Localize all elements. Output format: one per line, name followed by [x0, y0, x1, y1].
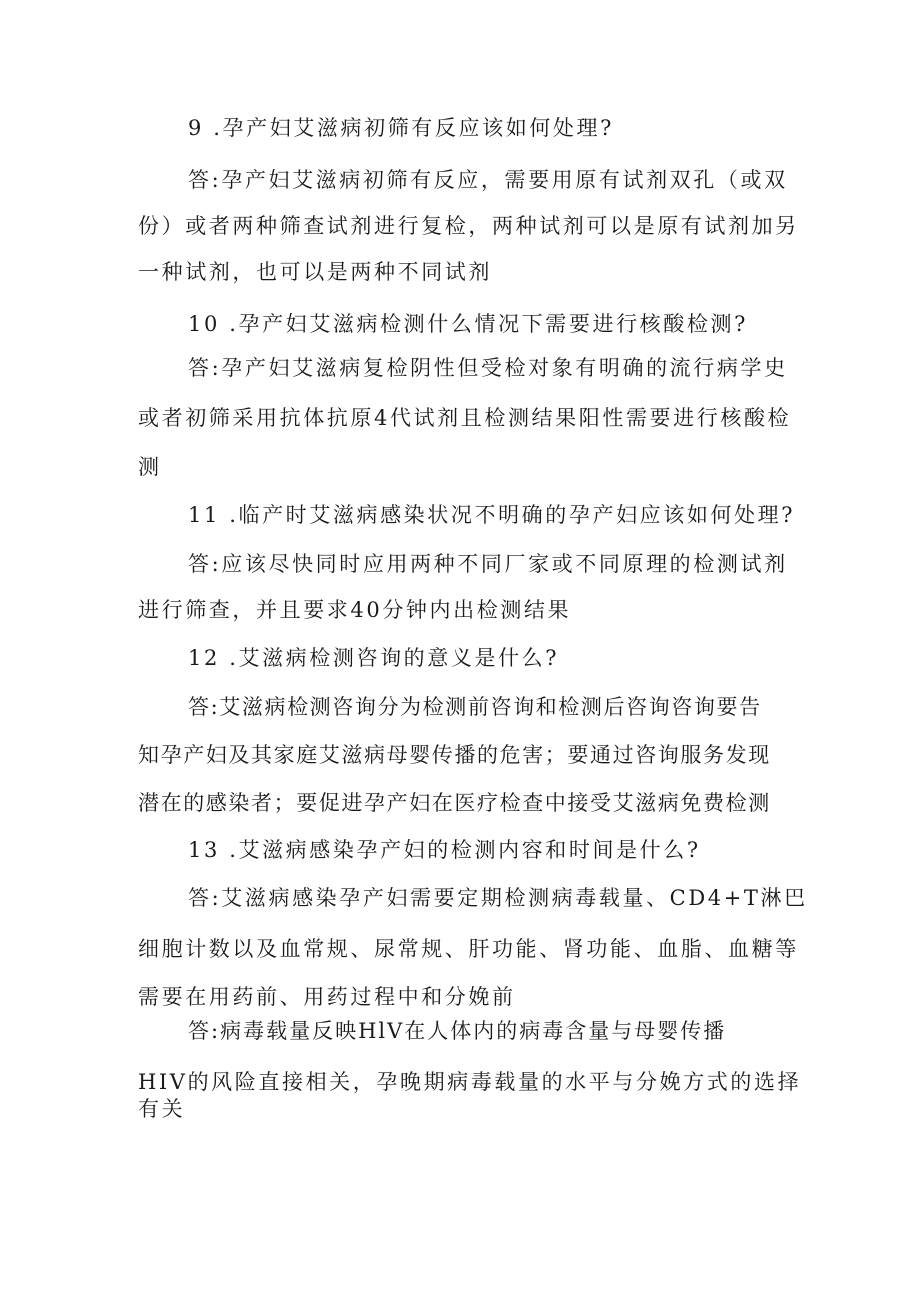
- answer-13b-line-2: HIV的风险直接相关，孕晚期病毒载量的水平与分娩方式的选择: [138, 1070, 802, 1094]
- question-10: 10 .孕产妇艾滋病检测什么情况下需要进行核酸检测?: [188, 312, 748, 336]
- answer-11-line-2: 进行筛查，并且要求40分钟内出检测结果: [138, 598, 572, 622]
- answer-10-line-1: 答:孕产妇艾滋病复检阴性但受检对象有明确的流行病学史: [188, 356, 788, 380]
- answer-13b-line-1: 答:病毒载量反映HlV在人体内的病毒含量与母婴传播: [188, 1019, 727, 1043]
- answer-10-line-2: 或者初筛采用抗体抗原4代试剂且检测结果阳性需要进行核酸检: [138, 406, 792, 430]
- question-11: 11 .临产时艾滋病感染状况不明确的孕产妇应该如何处理?: [188, 503, 796, 527]
- answer-9-line-2: 份）或者两种筛查试剂进行复检，两种试剂可以是原有试剂加另: [138, 214, 799, 238]
- question-13: 13 .艾滋病感染孕产妇的检测内容和时间是什么?: [188, 838, 701, 862]
- question-12: 12 .艾滋病检测咨询的意义是什么?: [188, 646, 560, 670]
- answer-12-line-1: 答:艾滋病检测咨询分为检测前咨询和检测后咨询咨询要告: [188, 695, 762, 719]
- answer-9-line-1: 答:孕产妇艾滋病初筛有反应，需要用原有试剂双孔（或双: [188, 168, 788, 192]
- answer-12-line-2: 知孕产妇及其家庭艾滋病母婴传播的危害；要通过咨询服务发现: [138, 743, 771, 767]
- answer-13-line-2: 细胞计数以及血常规、尿常规、肝功能、肾功能、血脂、血糖等: [138, 937, 799, 961]
- answer-10-line-3: 测: [138, 455, 162, 479]
- question-9: 9 .孕产妇艾滋病初筛有反应该如何处理?: [188, 116, 614, 140]
- answer-9-line-3: 一种试剂，也可以是两种不同试剂: [138, 260, 492, 284]
- answer-12-line-3: 潜在的感染者；要促进孕产妇在医疗检查中接受艾滋病免费检测: [138, 791, 771, 815]
- answer-13b-line-3: 有关: [138, 1097, 186, 1121]
- answer-11-line-1: 答:应该尽快同时应用两种不同厂家或不同原理的检测试剂: [188, 552, 788, 576]
- answer-13-line-3: 需要在用药前、用药过程中和分娩前: [138, 985, 516, 1009]
- answer-13-line-1: 答:艾滋病感染孕产妇需要定期检测病毒载量、CD4+T淋巴: [188, 886, 808, 910]
